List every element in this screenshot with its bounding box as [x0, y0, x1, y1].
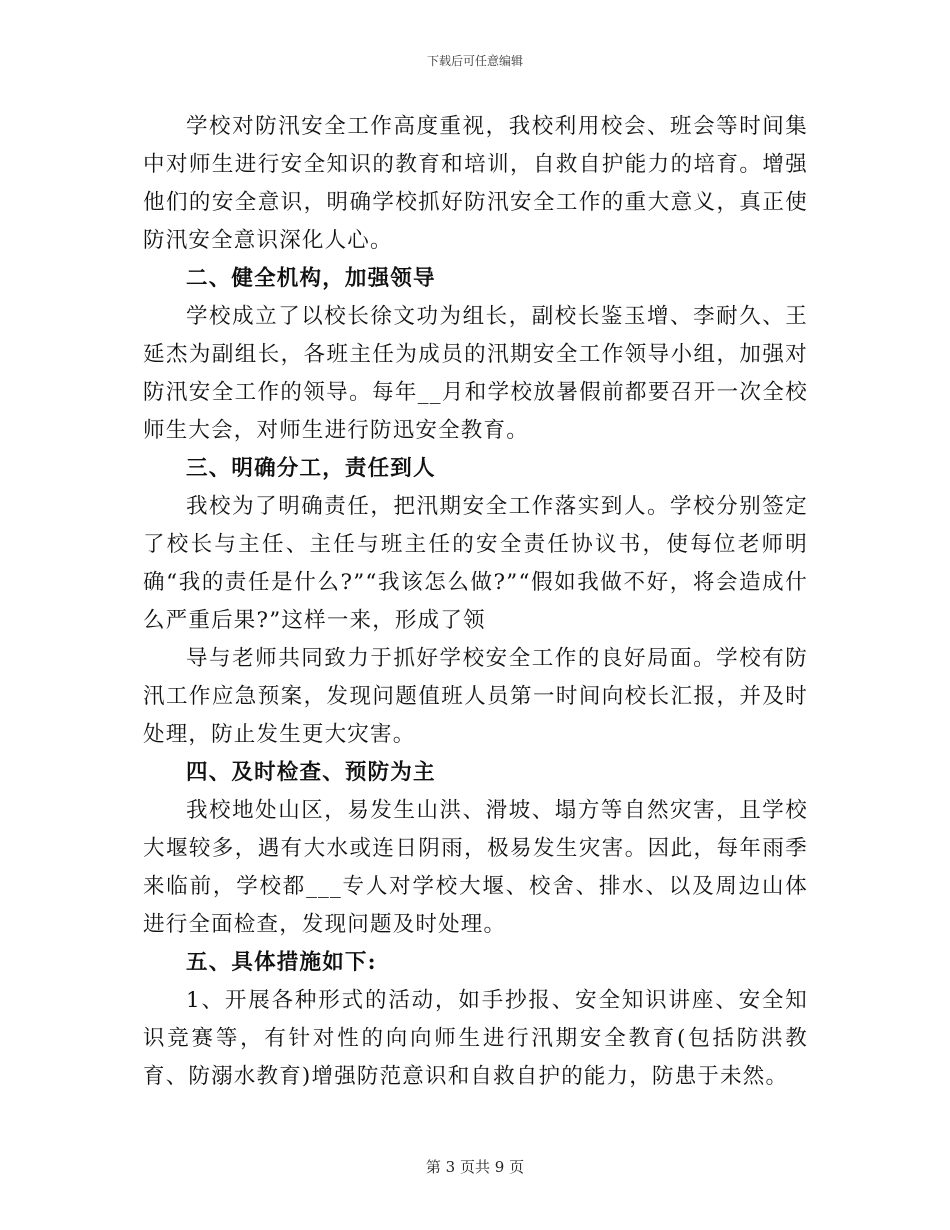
section-heading-2: 二、健全机构，加强领导	[186, 266, 436, 291]
paragraph-organization: 学校成立了以校长徐文功为组长，副校长鉴玉增、李耐久、王延杰为副组长，各班主任为成员的汛期安全工作领导小组，加强对防汛安全工作的领导。每年__月和学校放暑假前都要召开一次全校师生大会，对师生进行防迅安全教育。	[143, 304, 808, 443]
paragraph-measure-1: 1、开展各种形式的活动，如手抄报、安全知识讲座、安全知识竞赛等，有针对性的向向师生进行汛期安全教育(包括防洪教育、防溺水教育)增强防范意识和自救自护的能力，防患于未然。	[143, 988, 808, 1089]
paragraph-intro: 学校对防汛安全工作高度重视，我校利用校会、班会等时间集中对师生进行安全知识的教育和培训，自救自护能力的培育。增强他们的安全意识，明确学校抓好防汛安全工作的重大意义，真正使防汛安全意识深化人心。	[143, 114, 808, 253]
paragraph-responsibility-cont: 导与老师共同致力于抓好学校安全工作的良好局面。学校有防汛工作应急预案，发现问题值班人员第一时间向校长汇报，并及时处理，防止发生更大灾害。	[143, 646, 808, 747]
section-heading-3: 三、明确分工，责任到人	[186, 456, 436, 481]
paragraph-responsibility: 我校为了明确责任，把汛期安全工作落实到人。学校分别签定了校长与主任、主任与班主任的安全责任协议书，使每位老师明确“我的责任是什么?”“我该怎么做?”“假如我做不好，将会造成什么严重后果?”这样一来，形成了领	[143, 494, 808, 633]
section-heading-5: 五、具体措施如下:	[186, 950, 377, 975]
page-number-footer: 第 3 页共 9 页	[425, 1158, 525, 1176]
document-body	[143, 108, 808, 1096]
paragraph-inspection: 我校地处山区，易发生山洪、滑坡、塌方等自然灾害，且学校大堰较多，遇有大水或连日阴雨，极易发生灾害。因此，每年雨季来临前，学校都___专人对学校大堰、校舍、排水、以及周边山体进行全面检查，发现问题及时处理。	[143, 798, 808, 937]
section-heading-4: 四、及时检查、预防为主	[186, 760, 436, 785]
page-header-note: 下载后可任意编辑	[426, 54, 523, 68]
